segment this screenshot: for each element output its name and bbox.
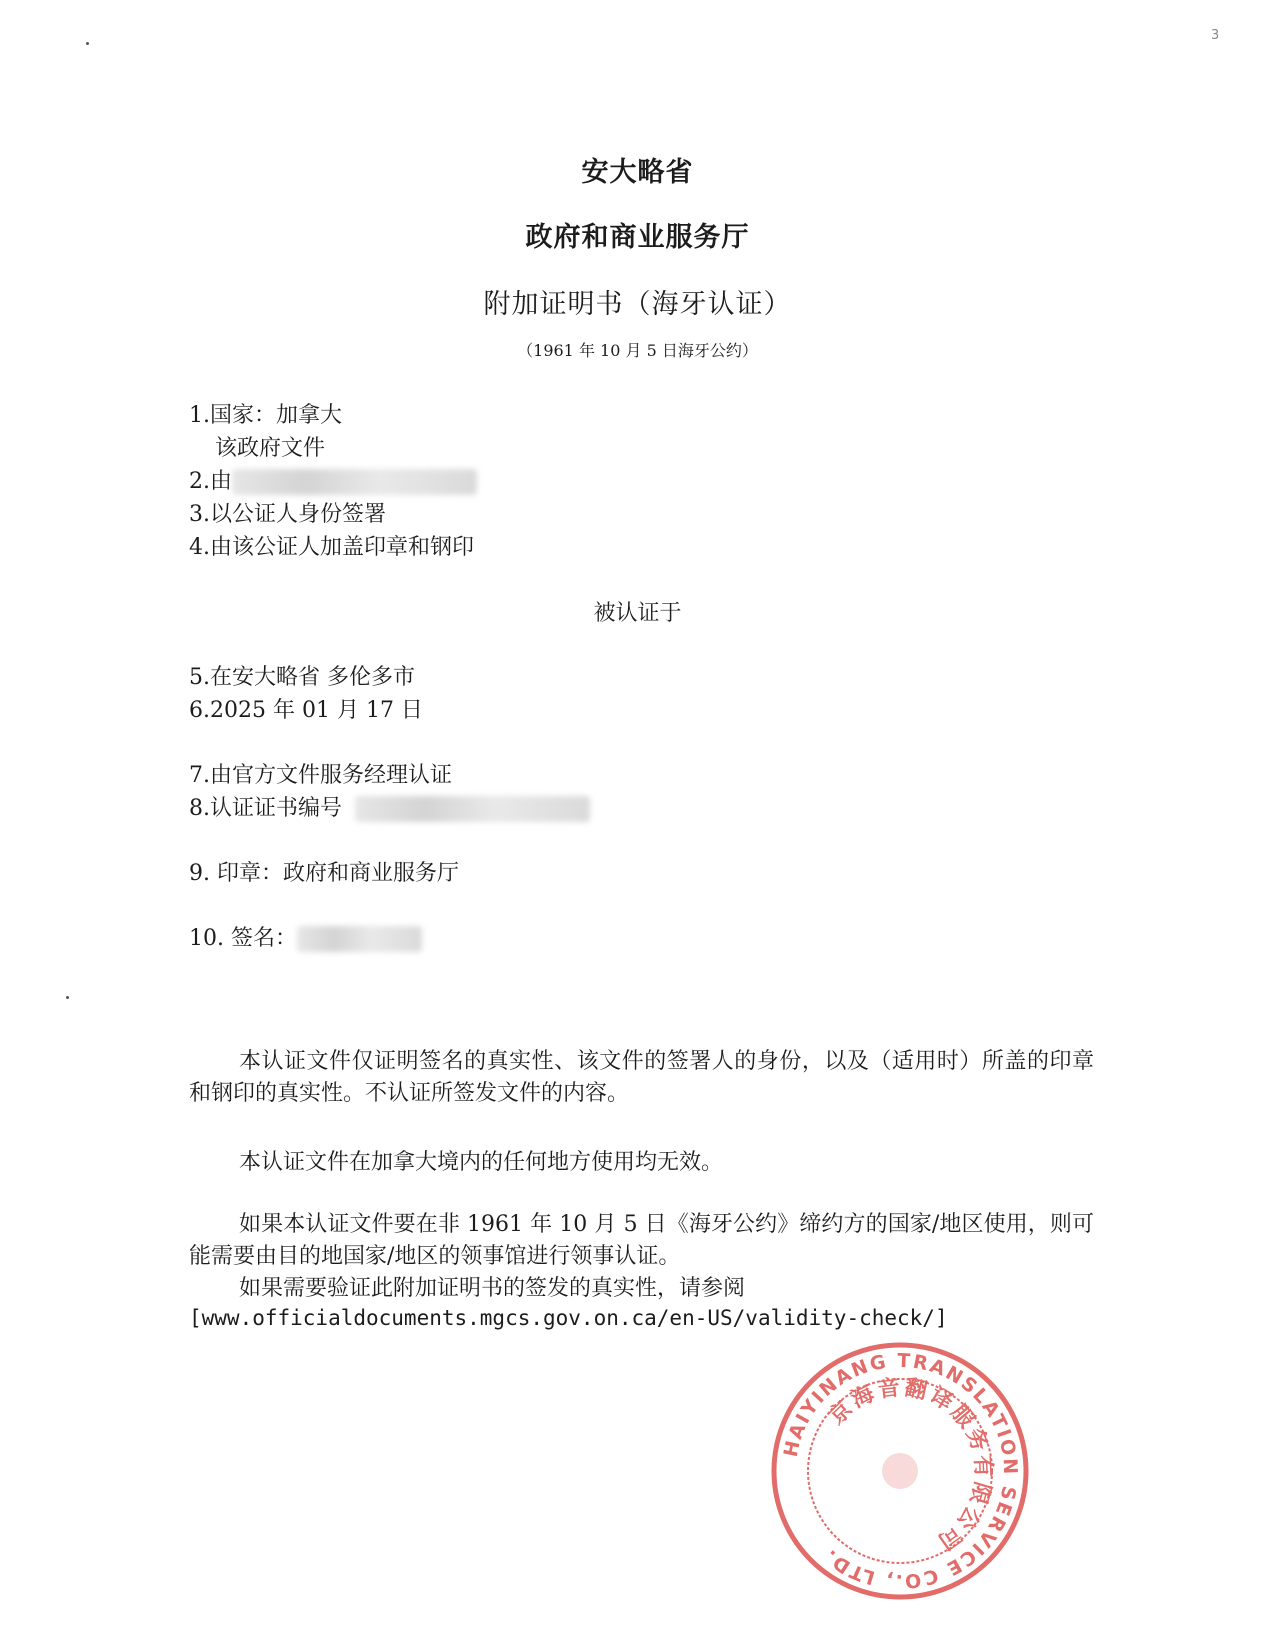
company-seal (768, 1339, 1032, 1603)
item-country: 1.国家：加拿大 (189, 403, 342, 428)
province-heading: 安大略省 (581, 157, 694, 188)
redacted-name (232, 469, 477, 495)
note-authenticity: 本认证文件仅证明签名的真实性、该文件的签署人的身份，以及（适用时）所盖的印章和钢印的真实性。不认证所签发文件的内容。 (189, 1049, 1094, 1106)
redacted-certificate-number (355, 796, 590, 822)
convention-subtitle: （1961 年 10 月 5 日海牙公约） (517, 341, 758, 360)
item-signed-by (189, 464, 477, 495)
verification-url[interactable]: [www.officialdocuments.mgcs.gov.on.ca/en-US/validity-check/] (189, 1306, 948, 1330)
item-seal: 4.由该公证人加盖印章和钢印 (189, 535, 474, 560)
item-certified-by: 7.由官方文件服务经理认证 (189, 763, 452, 788)
item-capacity: 3.以公证人身份签署 (189, 502, 386, 527)
scan-speck (86, 42, 89, 45)
item-signature-label: 10. 签名： (189, 926, 297, 951)
note-consular: 如果本认证文件要在非 1961 年 10 月 5 日《海牙公约》缔约方的国家/地区使用，则可能需要由目的地国家/地区的领事馆进行领事认证。 (189, 1212, 1094, 1269)
certified-heading: 被认证于 (593, 601, 682, 626)
note-verify: 如果需要验证此附加证明书的签发的真实性，请参阅 (239, 1276, 746, 1301)
ministry-heading: 政府和商业服务厅 (525, 222, 750, 253)
item-country-sub: 该政府文件 (215, 436, 326, 461)
seal-chinese-text: 京海音翻译服务有限公司 (824, 1375, 996, 1556)
item-stamp: 9. 印章：政府和商业服务厅 (189, 861, 459, 886)
item-signed-by-label: 2.由 (189, 469, 232, 494)
note-canada-invalid: 本认证文件在加拿大境内的任何地方使用均无效。 (239, 1150, 724, 1175)
redacted-signature (297, 926, 422, 952)
item-place: 5.在安大略省 多伦多市 (189, 665, 415, 690)
seal-english-text: HAIYINANG TRANSLATION SERVICE CO., LTD. (779, 1349, 1022, 1593)
seal-center (882, 1453, 918, 1489)
item-certificate-number-label: 8.认证证书编号 (189, 796, 342, 821)
item-signature (189, 921, 422, 952)
item-certificate-number (189, 791, 590, 822)
document-title: 附加证明书（海牙认证） (483, 289, 792, 320)
corner-mark: 3 (1211, 28, 1220, 43)
scan-speck (66, 996, 69, 999)
item-date: 6.2025 年 01 月 17 日 (189, 698, 423, 723)
